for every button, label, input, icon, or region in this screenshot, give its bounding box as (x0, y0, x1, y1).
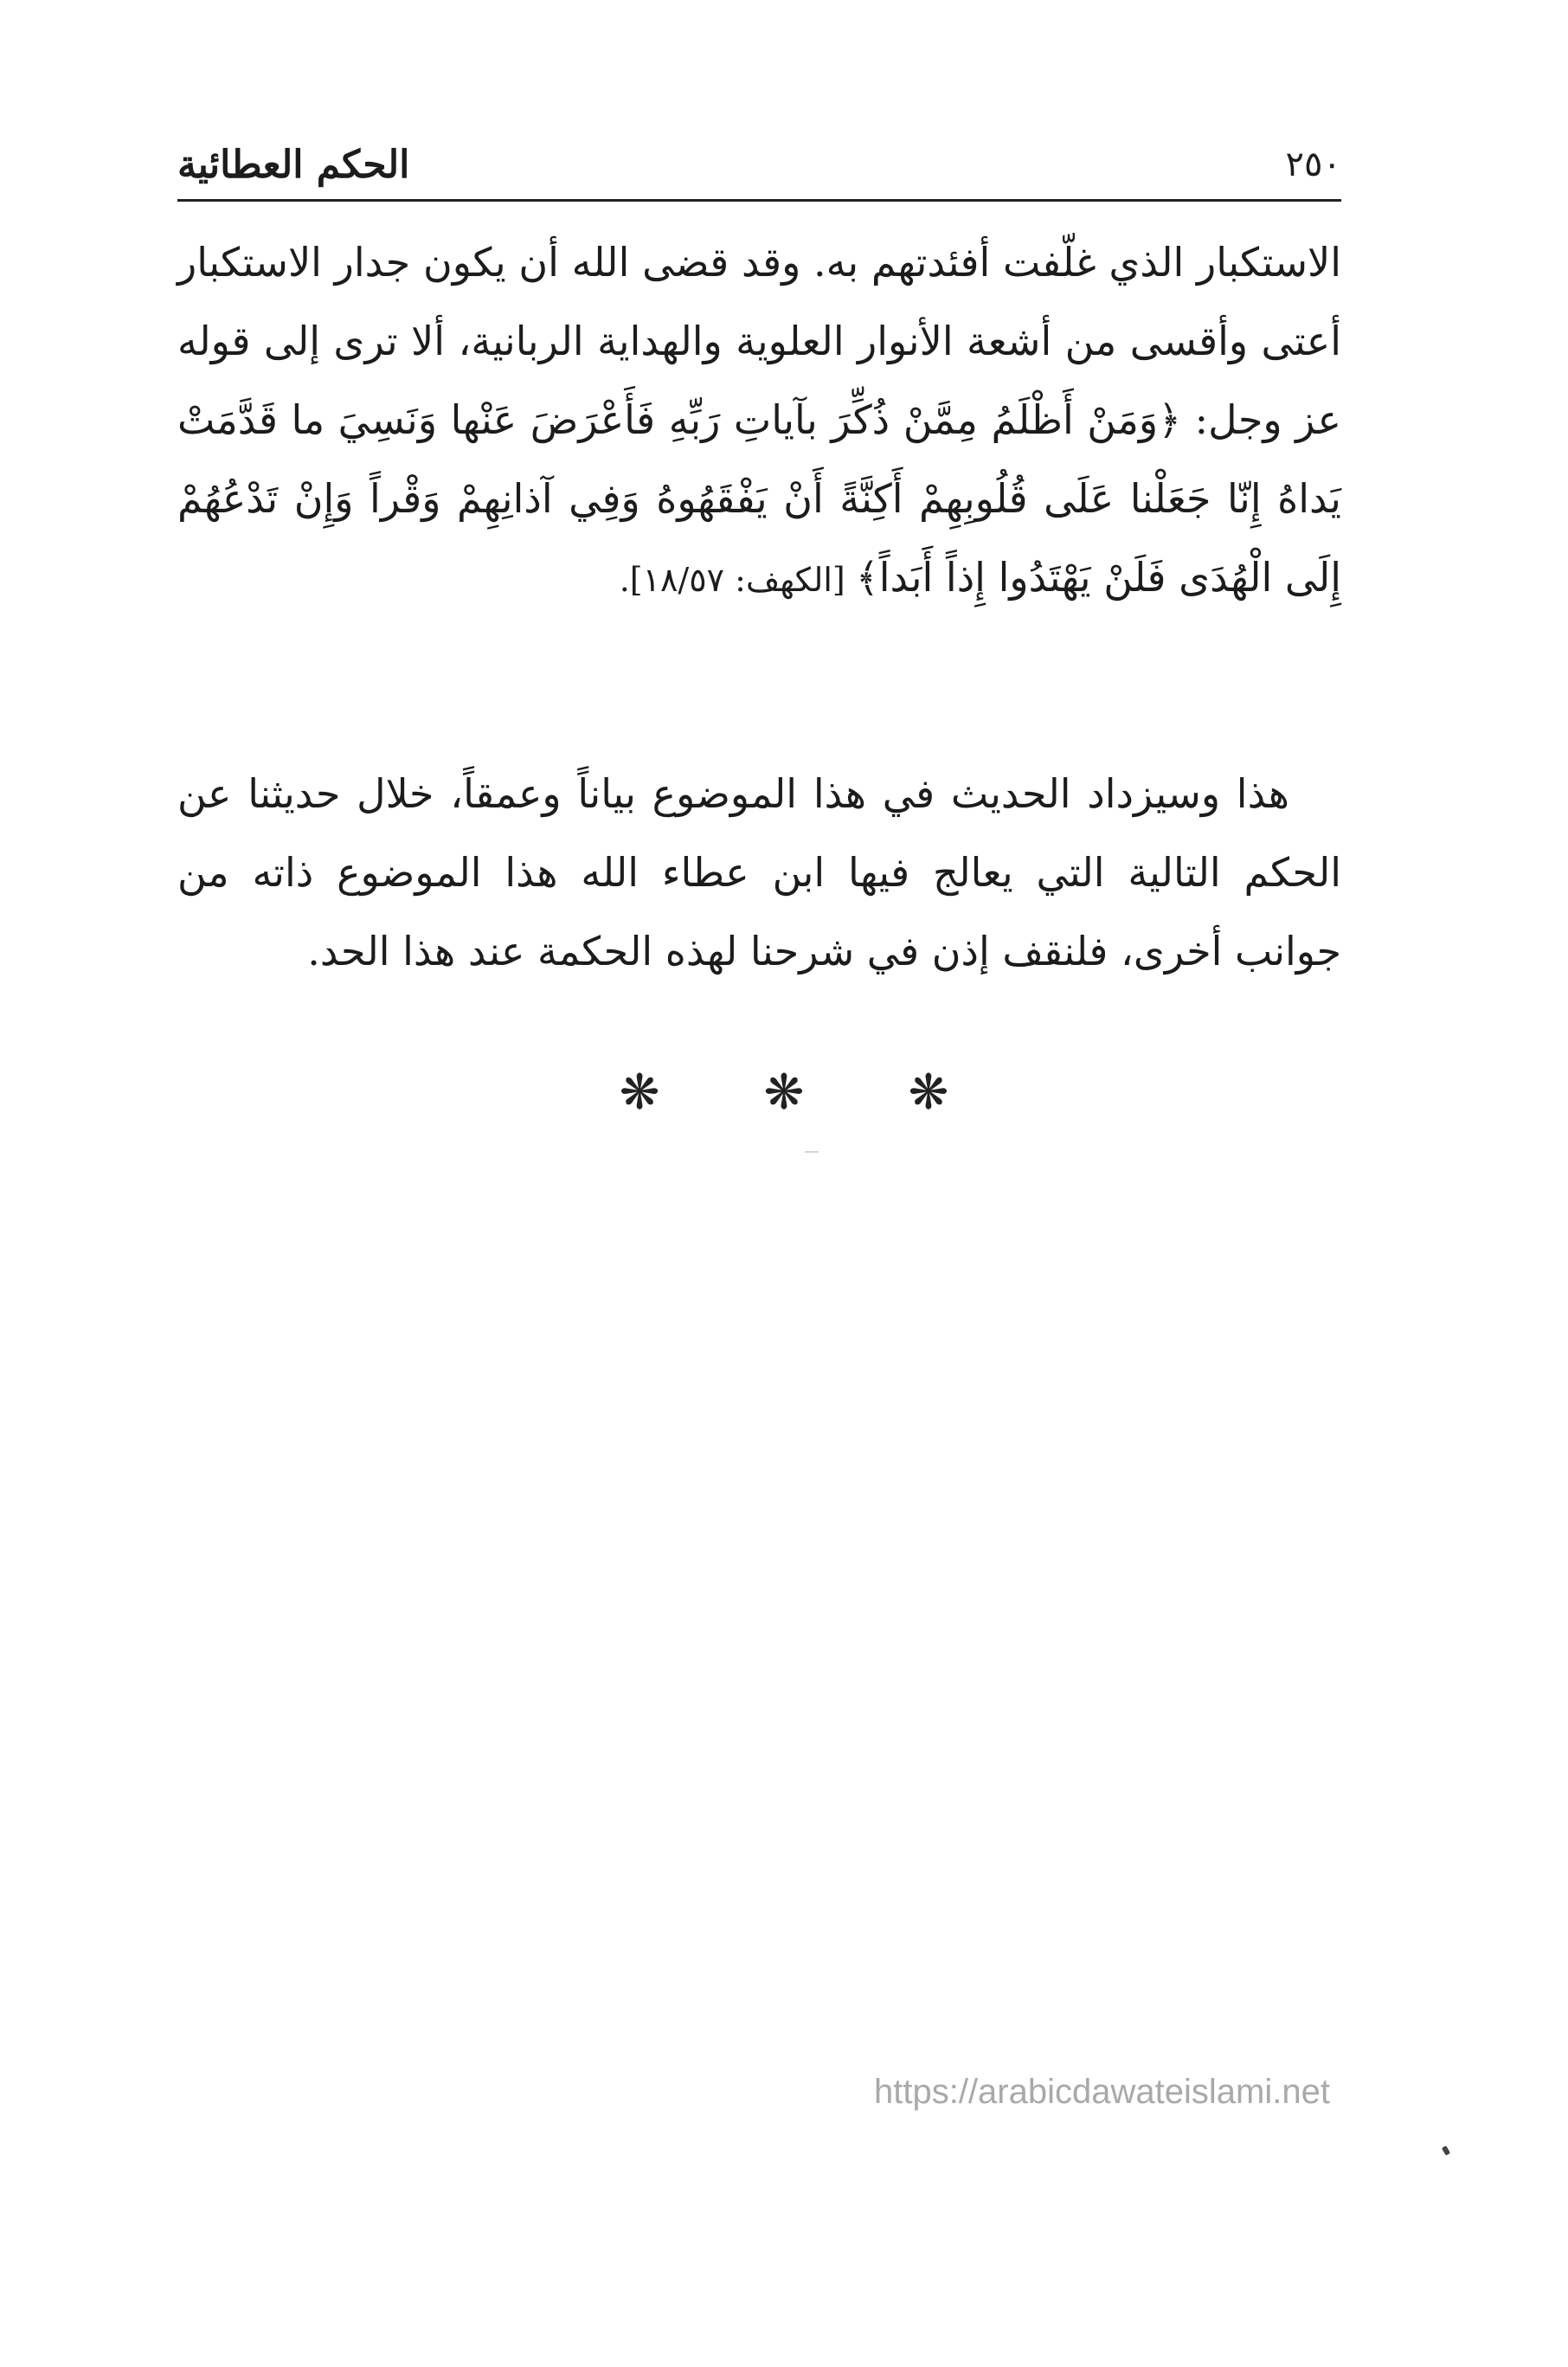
section-separator (0, 1065, 1568, 1121)
scan-mark (1442, 2145, 1450, 2156)
paragraph-1 (177, 223, 1341, 620)
paragraph-1-lead: الاستكبار الذي غلّفت أفئدتهم به. وقد قضى الله أن يكون جدار الاستكبار أعتى وأقسى من أشعة الأنوار العلوية والهداية الربانية، ألا ترى إلى قوله عز وجل: (177, 239, 1341, 443)
book-title: الحكم العطائية (177, 142, 410, 187)
separator-star: ❋ (619, 1065, 660, 1121)
paragraph-2 (177, 755, 1341, 991)
verse-open-bracket: ﴿ (1158, 396, 1182, 443)
paragraph-2-text: هذا وسيزداد الحديث في هذا الموضوع بياناً وعمقاً، خلال حديثنا عن الحكم التالية التي يعالج فيها ابن عطاء الله هذا الموضوع ذاته من جوانب أخرى، فلنقف إذن في شرحنا لهذه الحكمة عند هذا الحد. (177, 770, 1341, 974)
verse-reference: [الكهف: ١٨/٥٧]. (619, 561, 856, 599)
watermark-url: https://arabicdawateislami.net (874, 2073, 1330, 2111)
separator-star: ❋ (908, 1065, 949, 1121)
quran-verse: وَمَنْ أَظْلَمُ مِمَّنْ ذُكِّرَ بآياتِ رَبِّهِ فَأَعْرَضَ عَنْها وَنَسِيَ ما قَدَّمَتْ يَداهُ إِنّا جَعَلْنا عَلَى قُلُوبِهِمْ أَكِنَّةً أَنْ يَفْقَهُوهُ وَفِي آذانِهِمْ وَقْراً وَإِنْ تَدْعُهُمْ إِلَى الْهُدَى فَلَنْ يَهْتَدُوا إِذاً أَبَداً (177, 396, 1341, 601)
verse-close-bracket: ﴾ (855, 554, 879, 601)
scan-speck (805, 1151, 819, 1153)
separator-star: ❋ (763, 1065, 805, 1121)
page-number: ٢٥٠ (1285, 145, 1341, 184)
paragraph-1-text (177, 223, 1341, 620)
running-header (177, 130, 1341, 202)
